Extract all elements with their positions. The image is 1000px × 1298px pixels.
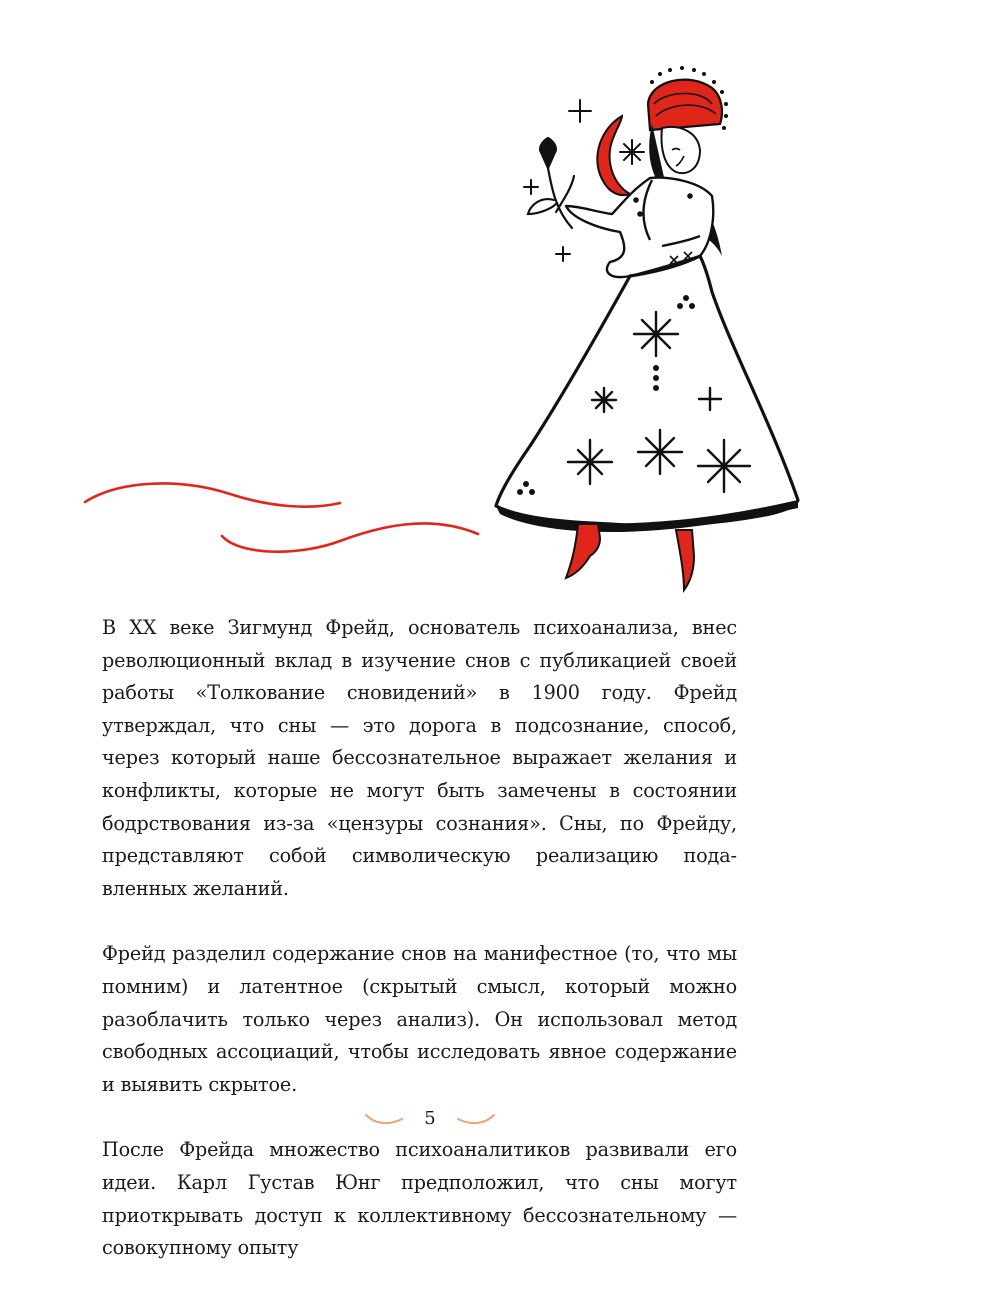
illustration xyxy=(0,0,1000,600)
body-text xyxy=(102,612,737,1298)
flower-icon xyxy=(528,138,574,228)
paragraph-1: В XX веке Зигмунд Фрейд, основатель психоанализа, внес революционный вклад в изучение снов с публикацией своей работы «Толкование сновидений» в 1900 году. Фрейд утверждал, что сны — это дорога в подсознание, способ, через который наше бессознательное выражает желания и конфликты, которые не могут быть замечены в состоянии бодрствования из-за «цензуры сознания». Сны, по Фрейду, представляют собой символическую реализацию подавленных желаний. xyxy=(102,616,737,900)
left-swoosh-icon xyxy=(364,1111,404,1127)
red-wave-strokes xyxy=(85,484,478,552)
page-footer xyxy=(0,1108,860,1129)
right-swoosh-icon xyxy=(456,1111,496,1127)
skirt xyxy=(496,256,798,526)
paragraph-2: Фрейд разделил содержание снов на манифестное (то, что мы помним) и латентное (скрытый смысл, который можно разоблачить только через анализ). Он использовал метод свободных ассоциаций, чтобы исследовать явное содержание и выявить скрытое. xyxy=(102,942,737,1096)
paragraph-3: После Фрейда множество психоаналитиков развивали его идеи. Карл Густав Юнг предположил, что сны могут приоткрывать доступ к коллективному бессознательному — совокупному опыту xyxy=(102,1138,737,1260)
face xyxy=(662,127,700,173)
red-boots xyxy=(566,524,694,590)
crescent-moon-icon xyxy=(597,116,630,195)
kokoshnik-crown xyxy=(648,66,728,130)
page-number: 5 xyxy=(424,1108,436,1129)
